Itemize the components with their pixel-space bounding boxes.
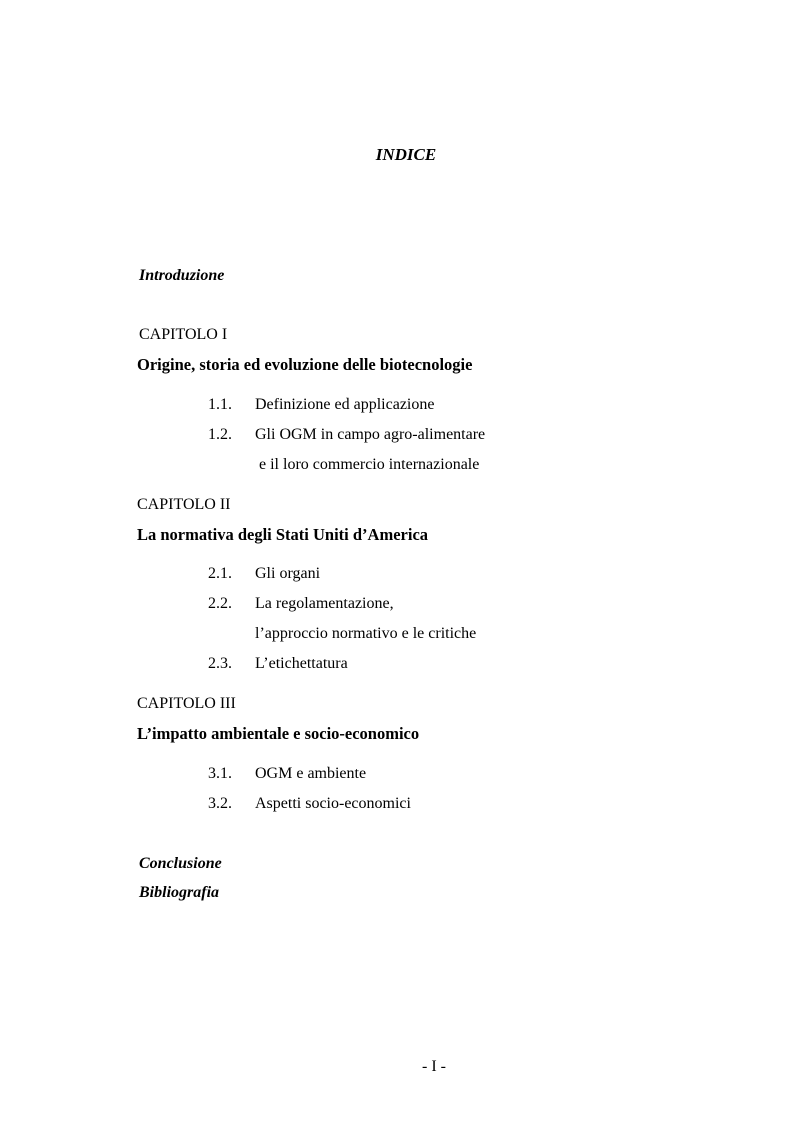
section-number: 3.1. xyxy=(208,765,232,782)
chapter-1-label: CAPITOLO I xyxy=(139,326,228,343)
section-number: 3.2. xyxy=(208,795,232,812)
introduction-entry: Introduzione xyxy=(139,267,225,284)
page-number: - I - xyxy=(422,1058,446,1075)
chapter-3-label: CAPITOLO III xyxy=(137,695,236,712)
section-title: Definizione ed applicazione xyxy=(255,396,435,413)
section-number: 2.3. xyxy=(208,655,232,672)
section-title: L’etichettatura xyxy=(255,655,348,672)
section-number: 2.1. xyxy=(208,565,232,582)
chapter-2-title: La normativa degli Stati Uniti d’America xyxy=(137,525,429,544)
section-title: Gli organi xyxy=(255,565,321,582)
section-number: 1.1. xyxy=(208,396,232,413)
section-title-continuation: l’approccio normativo e le critiche xyxy=(255,625,477,642)
section-title-continuation: e il loro commercio internazionale xyxy=(259,456,480,473)
chapter-1-title: Origine, storia ed evoluzione delle biotecnologie xyxy=(137,355,473,374)
section-title: Aspetti socio-economici xyxy=(255,795,411,812)
section-title: Gli OGM in campo agro-alimentare xyxy=(255,426,486,443)
conclusion-entry: Conclusione xyxy=(139,855,222,872)
bibliography-entry: Bibliografia xyxy=(139,884,220,901)
section-title: La regolamentazione, xyxy=(255,595,394,612)
section-number: 1.2. xyxy=(208,426,232,443)
page-title: INDICE xyxy=(375,145,437,164)
section-number: 2.2. xyxy=(208,595,232,612)
chapter-2-label: CAPITOLO II xyxy=(137,496,231,513)
chapter-3-title: L’impatto ambientale e socio-economico xyxy=(137,724,420,743)
section-title: OGM e ambiente xyxy=(255,765,367,782)
